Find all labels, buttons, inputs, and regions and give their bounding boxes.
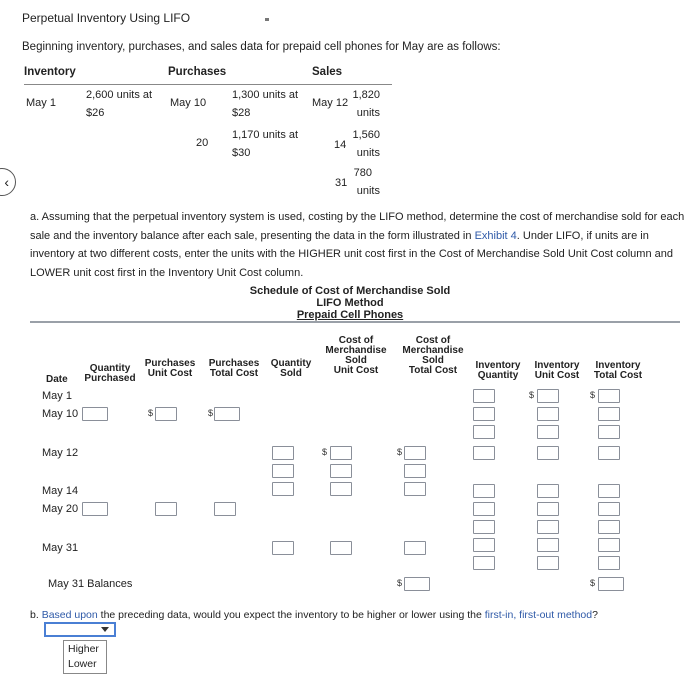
cursor-mark bbox=[265, 18, 269, 21]
inventory-cost: $26 bbox=[86, 107, 105, 119]
col-label: Merchandise bbox=[402, 345, 464, 356]
inv-qty-input[interactable] bbox=[473, 520, 495, 534]
dollar-sign: $ bbox=[529, 390, 535, 400]
dollar-sign: $ bbox=[590, 578, 596, 588]
dollar-sign: $ bbox=[322, 447, 328, 457]
back-button[interactable] bbox=[0, 168, 16, 196]
inv-qty-input[interactable] bbox=[473, 484, 495, 498]
row-may20: May 20 bbox=[42, 503, 79, 515]
col-inv-qty bbox=[466, 361, 530, 381]
cms-total-cost-input[interactable] bbox=[404, 446, 426, 460]
col-label: Unit Cost bbox=[534, 370, 580, 381]
purchase-date: 20 bbox=[196, 137, 209, 149]
inv-total-cost-input[interactable] bbox=[598, 520, 620, 534]
cms-total-cost-input[interactable] bbox=[404, 482, 426, 496]
sale-date: 14 bbox=[334, 139, 347, 151]
inv-total-cost-input[interactable] bbox=[598, 484, 620, 498]
col-cms-total-cost bbox=[396, 336, 470, 376]
purchase-units: 1,300 units at bbox=[232, 89, 299, 101]
col-label: Cost of bbox=[338, 335, 374, 346]
col-label: Purchased bbox=[84, 373, 136, 384]
dollar-sign: $ bbox=[208, 408, 214, 418]
row-may31: May 31 bbox=[42, 542, 79, 554]
cms-unit-cost-input[interactable] bbox=[330, 482, 352, 496]
sale-qty: 1,560 bbox=[352, 129, 380, 141]
inv-unit-cost-input[interactable] bbox=[537, 538, 559, 552]
inv-qty-input[interactable] bbox=[473, 446, 495, 460]
cms-total-cost-input[interactable] bbox=[404, 541, 426, 555]
dollar-sign: $ bbox=[397, 578, 403, 588]
inv-unit-cost-input[interactable] bbox=[537, 407, 559, 421]
inv-total-cost-input[interactable] bbox=[598, 425, 620, 439]
inv-qty-input[interactable] bbox=[473, 502, 495, 516]
purchase-cost: $28 bbox=[232, 107, 251, 119]
cms-unit-cost-input[interactable] bbox=[330, 541, 352, 555]
higher-lower-select[interactable] bbox=[44, 622, 116, 637]
col-qty-sold bbox=[265, 359, 317, 379]
part-a-instructions bbox=[30, 208, 695, 282]
col-label: Cost of bbox=[415, 335, 451, 346]
dollar-sign: $ bbox=[397, 447, 403, 457]
cms-balance-input[interactable] bbox=[404, 577, 430, 591]
row-may1: May 1 bbox=[42, 390, 72, 402]
col-label: Inventory bbox=[475, 360, 521, 371]
col-label: Total Cost bbox=[593, 370, 643, 381]
inv-unit-cost-input[interactable] bbox=[537, 520, 559, 534]
qty-purchased-input[interactable] bbox=[82, 502, 108, 516]
inv-total-cost-input[interactable] bbox=[598, 446, 620, 460]
fifo-link[interactable]: first-in, first-out method bbox=[484, 609, 593, 621]
col-purch-total-cost bbox=[202, 359, 266, 379]
part-a-text: a. Assuming that the perpetual inventory system is used, costing by the LIFO method, determine the cost of merchandise sold for each sale and the inventory balance after each sale, presenting the data in the form illustrated in bbox=[30, 211, 685, 242]
col-label: Quantity bbox=[89, 363, 131, 374]
purch-unit-cost-input[interactable] bbox=[155, 502, 177, 516]
col-label: Purchases bbox=[144, 358, 196, 369]
inventory-header: Inventory bbox=[24, 66, 76, 78]
inv-unit-cost-input[interactable] bbox=[537, 425, 559, 439]
col-label: Purchases bbox=[208, 358, 260, 369]
inv-total-cost-input[interactable] bbox=[598, 407, 620, 421]
col-label: Quantity bbox=[477, 370, 519, 381]
col-inv-unit-cost bbox=[528, 361, 586, 381]
col-label: Inventory bbox=[534, 360, 580, 371]
inv-qty-input[interactable] bbox=[473, 556, 495, 570]
exhibit-link[interactable]: Exhibit 4 bbox=[474, 229, 517, 242]
part-b-text: the preceding data, would you expect the inventory to be higher or lower using the bbox=[97, 609, 485, 621]
cms-unit-cost-input[interactable] bbox=[330, 464, 352, 478]
col-qty-purchased bbox=[82, 364, 138, 384]
inv-total-cost-input[interactable] bbox=[598, 389, 620, 403]
inventory-units: 2,600 units at bbox=[86, 89, 153, 101]
qty-sold-input[interactable] bbox=[272, 446, 294, 460]
schedule-title: Schedule of Cost of Merchandise Sold bbox=[249, 285, 451, 297]
intro-text: Beginning inventory, purchases, and sales data for prepaid cell phones for May are as follows: bbox=[22, 41, 501, 53]
cms-unit-cost-input[interactable] bbox=[330, 446, 352, 460]
purch-total-cost-input[interactable] bbox=[214, 502, 236, 516]
col-label: Unit Cost bbox=[147, 368, 193, 379]
col-label: Total Cost bbox=[408, 365, 458, 376]
sale-unit: units bbox=[356, 107, 380, 119]
col-label: Sold bbox=[345, 355, 367, 366]
inv-unit-cost-input[interactable] bbox=[537, 446, 559, 460]
col-purch-unit-cost bbox=[140, 359, 200, 379]
purchase-units: 1,170 units at bbox=[232, 129, 299, 141]
col-label: Inventory bbox=[595, 360, 641, 371]
inv-balance-input[interactable] bbox=[598, 577, 624, 591]
inv-total-cost-input[interactable] bbox=[598, 502, 620, 516]
inv-unit-cost-input[interactable] bbox=[537, 484, 559, 498]
col-label: Sold bbox=[422, 355, 444, 366]
cms-total-cost-input[interactable] bbox=[404, 464, 426, 478]
schedule-method: LIFO Method bbox=[316, 297, 384, 309]
dropdown-options bbox=[63, 640, 107, 674]
page-title: Perpetual Inventory Using LIFO bbox=[22, 11, 191, 25]
schedule-divider bbox=[30, 321, 680, 323]
row-may12: May 12 bbox=[42, 447, 79, 459]
qty-sold-input[interactable] bbox=[272, 541, 294, 555]
based-upon-link[interactable]: Based upon bbox=[41, 609, 98, 621]
col-cms-unit-cost bbox=[320, 336, 392, 376]
sale-unit: units bbox=[356, 185, 380, 197]
col-label: Merchandise bbox=[325, 345, 387, 356]
qty-sold-input[interactable] bbox=[272, 464, 294, 478]
inv-total-cost-input[interactable] bbox=[598, 556, 620, 570]
row-balances: May 31 Balances bbox=[48, 578, 133, 590]
purchase-cost: $30 bbox=[232, 147, 251, 159]
purchases-header: Purchases bbox=[168, 66, 227, 78]
chevron-left-icon: ‹ bbox=[4, 174, 9, 190]
dollar-sign: $ bbox=[590, 390, 596, 400]
inv-unit-cost-input[interactable] bbox=[537, 502, 559, 516]
inv-unit-cost-input[interactable] bbox=[537, 389, 559, 403]
option-lower[interactable]: Lower bbox=[68, 658, 97, 670]
purchase-date: May 10 bbox=[170, 97, 207, 109]
purch-unit-cost-input[interactable] bbox=[155, 407, 177, 421]
inv-unit-cost-input[interactable] bbox=[537, 556, 559, 570]
row-may14: May 14 bbox=[42, 485, 79, 497]
header-divider bbox=[24, 84, 392, 85]
part-b-question bbox=[30, 609, 598, 621]
inv-qty-input[interactable] bbox=[473, 389, 495, 403]
sale-qty: 1,820 bbox=[352, 89, 380, 101]
sale-qty: 780 bbox=[353, 167, 372, 179]
inv-qty-input[interactable] bbox=[473, 425, 495, 439]
sale-date: 31 bbox=[335, 177, 348, 189]
dollar-sign: $ bbox=[148, 408, 154, 418]
part-a-text-end: . Under LIFO, if units are in inventory at two different costs, enter the units with the HIGHER unit cost first in the Cost of Merchandise Sold Unit Cost column and LOWER unit cost first in the Inventory Unit Cost column. bbox=[30, 229, 673, 279]
col-label: Total Cost bbox=[209, 368, 259, 379]
option-higher[interactable]: Higher bbox=[68, 643, 99, 655]
sales-header: Sales bbox=[312, 66, 343, 78]
col-label: Unit Cost bbox=[333, 365, 379, 376]
col-label: Quantity bbox=[270, 358, 312, 369]
qty-sold-input[interactable] bbox=[272, 482, 294, 496]
inv-qty-input[interactable] bbox=[473, 538, 495, 552]
qty-purchased-input[interactable] bbox=[82, 407, 108, 421]
schedule-item: Prepaid Cell Phones bbox=[296, 309, 404, 321]
purch-total-cost-input[interactable] bbox=[214, 407, 240, 421]
inventory-date: May 1 bbox=[26, 97, 56, 109]
row-may10: May 10 bbox=[42, 408, 79, 420]
sale-date: May 12 bbox=[312, 97, 349, 109]
chevron-down-icon bbox=[101, 627, 109, 632]
inv-total-cost-input[interactable] bbox=[598, 538, 620, 552]
col-label: Sold bbox=[280, 368, 302, 379]
part-b-prefix: b. bbox=[30, 609, 42, 621]
col-date: Date bbox=[46, 374, 68, 385]
inv-qty-input[interactable] bbox=[473, 407, 495, 421]
sale-unit: units bbox=[356, 147, 380, 159]
col-inv-total-cost bbox=[586, 361, 650, 381]
part-b-end: ? bbox=[592, 609, 598, 621]
